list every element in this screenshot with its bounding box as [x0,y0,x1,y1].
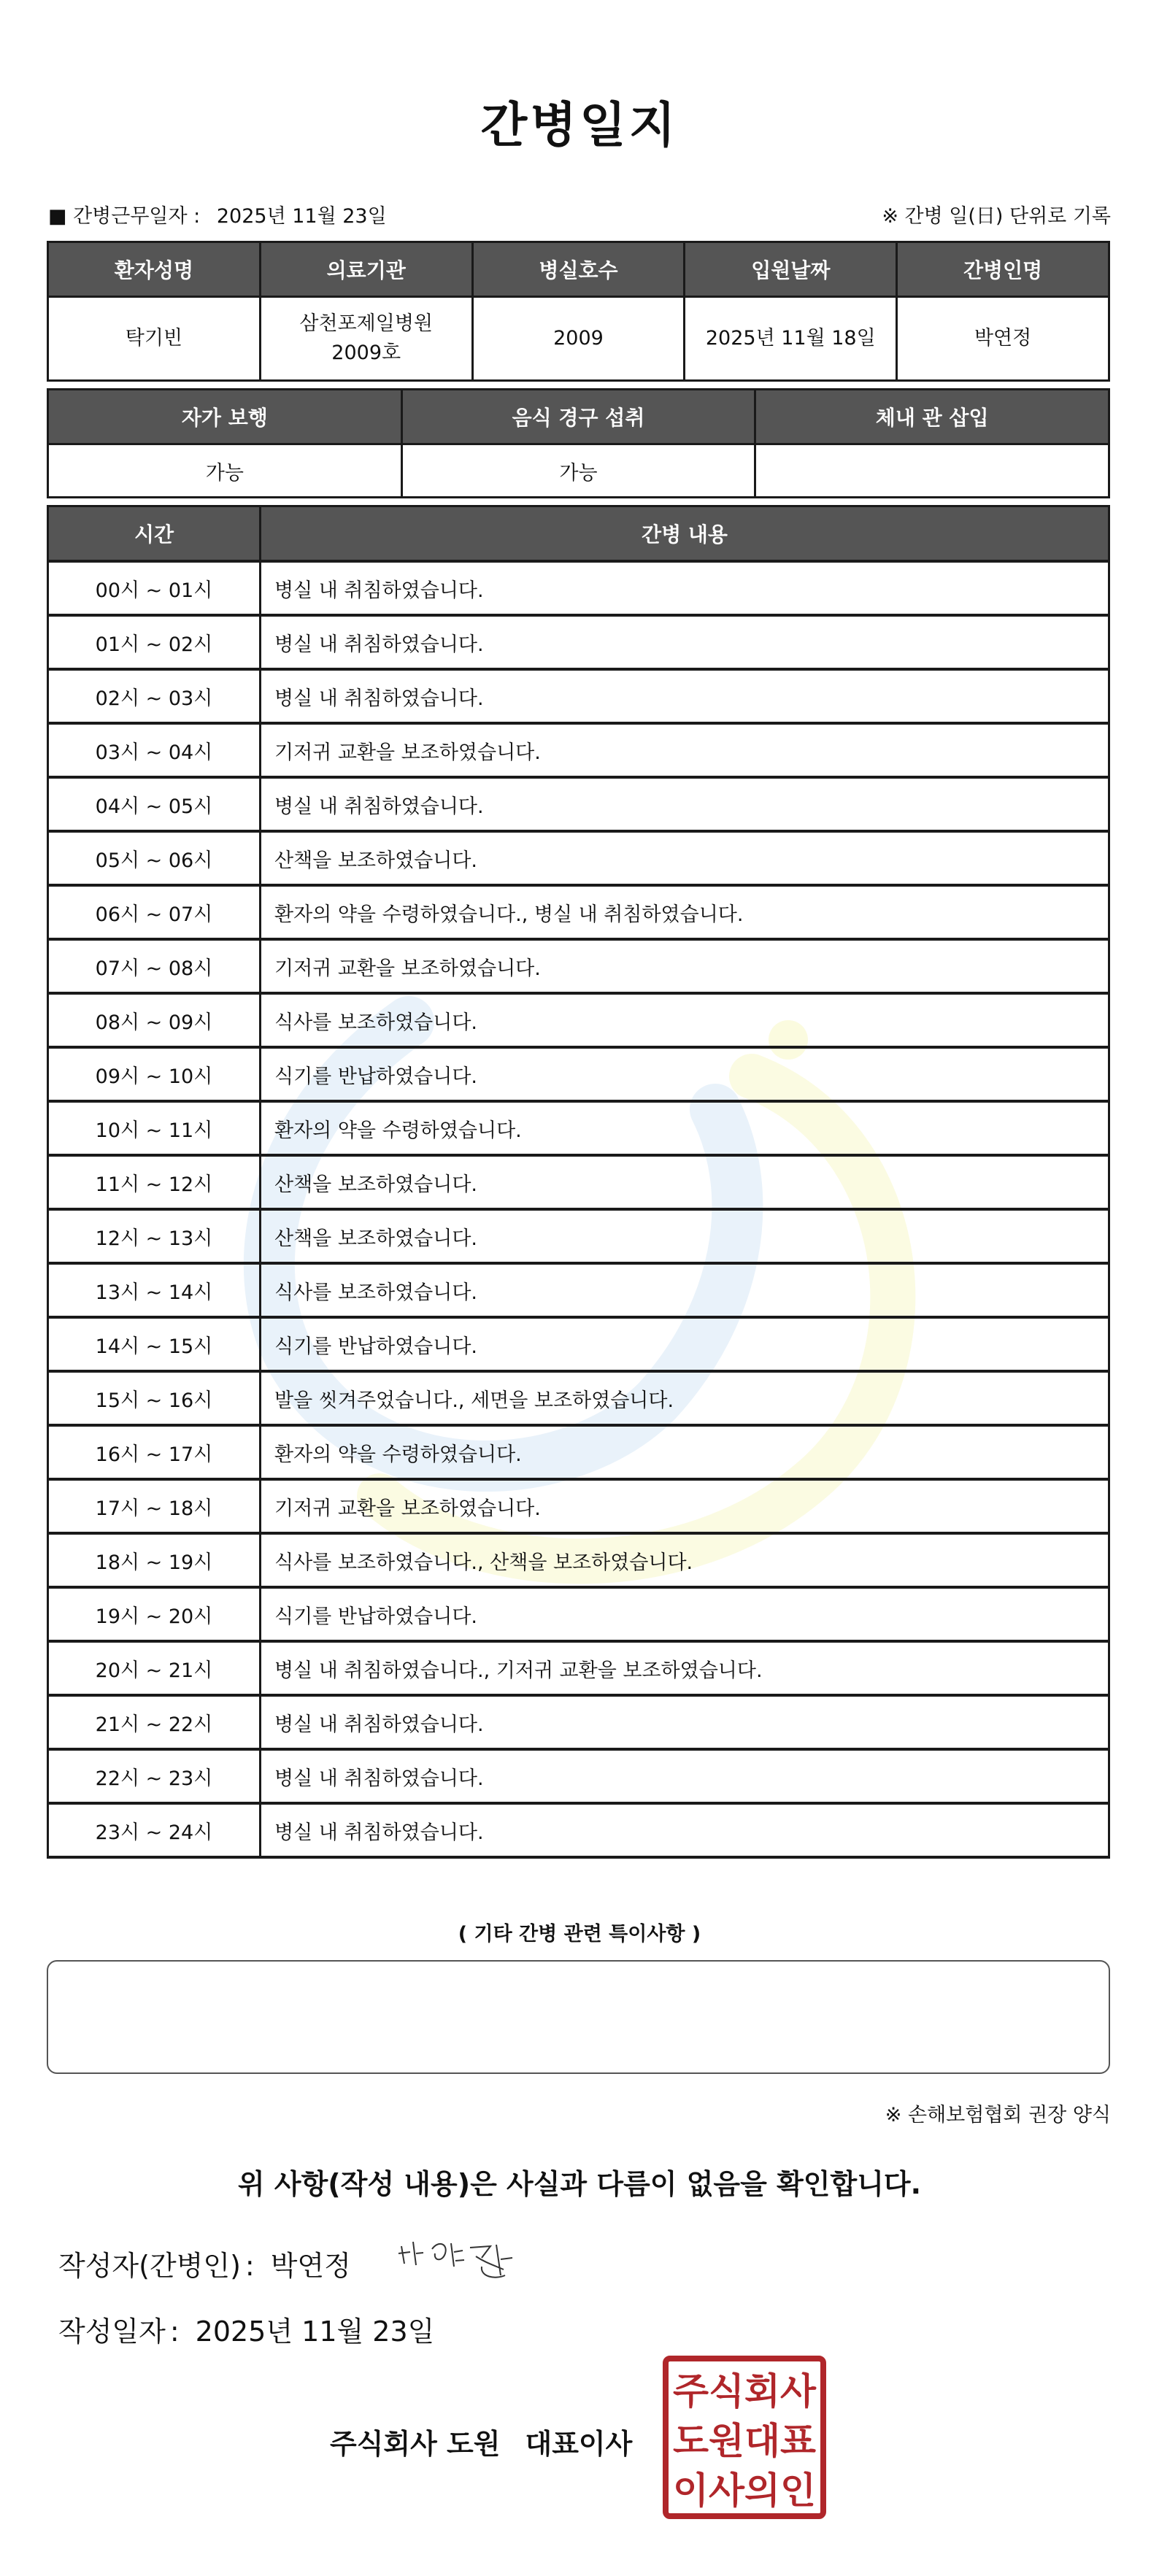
care-log-time: 05시 ~ 06시 [48,831,261,885]
ability-value-row [48,444,1109,498]
care-log-content: 산책을 보조하였습니다. [261,831,1109,885]
care-log-row [48,1641,1109,1695]
care-log-row [48,1749,1109,1803]
care-log-content: 병실 내 취침하였습니다. [261,1803,1109,1857]
header-self-walking: 자가 보행 [48,390,402,444]
care-log-content: 병실 내 취침하였습니다. [261,1749,1109,1803]
care-log-row [48,993,1109,1047]
patient-info-value-row [48,297,1109,381]
ability-header-row [48,390,1109,444]
care-log-time: 14시 ~ 15시 [48,1317,261,1371]
care-log-row [48,1803,1109,1857]
care-log-row [48,1479,1109,1533]
care-log-time: 19시 ~ 20시 [48,1587,261,1641]
admission-date: 2025년 11월 18일 [685,297,897,381]
care-log-time: 02시 ~ 03시 [48,669,261,723]
header-hospital: 의료기관 [260,242,472,297]
care-log-time: 00시 ~ 01시 [48,561,261,615]
care-log-time: 16시 ~ 17시 [48,1425,261,1479]
writer-name: 박연정 [270,2250,351,2282]
care-log-row [48,1695,1109,1749]
care-log-content: 병실 내 취침하였습니다., 기저귀 교환을 보조하였습니다. [261,1641,1109,1695]
care-log-time: 21시 ~ 22시 [48,1695,261,1749]
care-log-row [48,615,1109,669]
care-log-time: 18시 ~ 19시 [48,1533,261,1587]
care-log-time: 06시 ~ 07시 [48,885,261,939]
care-log-content: 식사를 보조하였습니다., 산책을 보조하였습니다. [261,1533,1109,1587]
seal-line-1: 주식회사 [673,2370,817,2413]
care-log-time: 20시 ~ 21시 [48,1641,261,1695]
patient-info-table [47,241,1110,382]
company-seal-stamp [663,2356,826,2519]
writer-colon: : [244,2250,255,2282]
writer-line [58,2243,351,2283]
company-signature-line [330,2421,632,2461]
care-log-row [48,1047,1109,1101]
care-log-body [48,561,1109,1857]
header-tube-insertion: 체내 관 삽입 [755,390,1109,444]
care-log-content: 병실 내 취침하였습니다. [261,561,1109,615]
handwritten-signature [394,2233,525,2284]
care-log-row [48,831,1109,885]
work-date-value: 2025년 11월 23일 [216,205,387,228]
care-log-content: 병실 내 취침하였습니다. [261,1695,1109,1749]
care-log-row [48,669,1109,723]
written-date-colon: : [169,2315,180,2348]
care-log-content: 환자의 약을 수령하였습니다. [261,1425,1109,1479]
room-number: 2009 [472,297,685,381]
care-log-content: 식기를 반납하였습니다. [261,1047,1109,1101]
care-log-time: 09시 ~ 10시 [48,1047,261,1101]
special-notes-title: ( 기타 간병 관련 특이사항 ) [458,1923,701,1946]
document-title: 간병일지 [480,97,679,153]
care-log-content: 기저귀 교환을 보조하였습니다. [261,1479,1109,1533]
written-date-label: 작성일자 [58,2315,166,2348]
care-log-table [47,505,1110,1859]
confirmation-statement: 위 사항(작성 내용)은 사실과 다름이 없음을 확인합니다. [237,2168,922,2200]
care-log-row [48,1371,1109,1425]
care-log-time: 13시 ~ 14시 [48,1263,261,1317]
company-name: 주식회사 도원 [330,2428,501,2460]
header-room-number: 병실호수 [472,242,685,297]
care-log-content: 식기를 반납하였습니다. [261,1317,1109,1371]
written-date-value: 2025년 11월 23일 [195,2315,435,2348]
work-date [48,200,387,228]
header-caregiver-name: 간병인명 [897,242,1109,297]
patient-name: 탁기빈 [48,297,261,381]
ceo-title: 대표이사 [525,2428,633,2460]
care-log-time: 12시 ~ 13시 [48,1209,261,1263]
header-admission-date: 입원날짜 [685,242,897,297]
care-log-row [48,1155,1109,1209]
care-log-content: 병실 내 취침하였습니다. [261,777,1109,831]
care-log-content: 환자의 약을 수령하였습니다., 병실 내 취침하였습니다. [261,885,1109,939]
care-log-row [48,777,1109,831]
hospital-name: 삼천포제일병원 2009호 [260,297,472,381]
care-log-time: 11시 ~ 12시 [48,1155,261,1209]
care-log-row [48,939,1109,993]
care-log-time: 15시 ~ 16시 [48,1371,261,1425]
care-log-content: 발을 씻겨주었습니다., 세면을 보조하였습니다. [261,1371,1109,1425]
patient-ability-table [47,388,1110,498]
header-patient-name: 환자성명 [48,242,261,297]
care-log-content: 산책을 보조하였습니다. [261,1155,1109,1209]
care-log-time: 04시 ~ 05시 [48,777,261,831]
seal-line-2: 도원대표 [673,2420,817,2462]
care-log-row [48,1317,1109,1371]
care-log-time: 01시 ~ 02시 [48,615,261,669]
seal-line-3: 이사의인 [673,2469,816,2512]
care-log-row [48,1425,1109,1479]
care-log-content: 병실 내 취침하였습니다. [261,615,1109,669]
care-log-content: 환자의 약을 수령하였습니다. [261,1101,1109,1155]
care-log-time: 08시 ~ 09시 [48,993,261,1047]
oral-intake-value: 가능 [401,444,755,498]
header-oral-intake: 음식 경구 섭취 [401,390,755,444]
tube-insertion-value [755,444,1109,498]
work-date-label: ■ 간병근무일자 : [48,205,201,228]
care-log-row [48,561,1109,615]
care-log-row [48,1101,1109,1155]
care-log-row [48,1263,1109,1317]
care-log-content: 기저귀 교환을 보조하였습니다. [261,723,1109,777]
care-log-row [48,1587,1109,1641]
care-log-row [48,1533,1109,1587]
patient-info-header-row [48,242,1109,297]
care-log-content: 식사를 보조하였습니다. [261,1263,1109,1317]
special-notes-box [47,1960,1110,2074]
header-time: 시간 [48,506,261,562]
caregiver-name: 박연정 [897,297,1109,381]
care-log-row [48,723,1109,777]
record-unit-note: ※ 간병 일(日) 단위로 기록 [882,205,1111,228]
care-log-time: 23시 ~ 24시 [48,1803,261,1857]
care-log-row [48,1209,1109,1263]
care-log-content: 산책을 보조하였습니다. [261,1209,1109,1263]
care-log-time: 03시 ~ 04시 [48,723,261,777]
care-log-content: 식기를 반납하였습니다. [261,1587,1109,1641]
writer-label: 작성자(간병인) [58,2250,241,2282]
header-care-content: 간병 내용 [261,506,1109,562]
care-log-time: 10시 ~ 11시 [48,1101,261,1155]
care-log-time: 22시 ~ 23시 [48,1749,261,1803]
self-walking-value: 가능 [48,444,402,498]
care-log-row [48,885,1109,939]
care-log-content: 식사를 보조하였습니다. [261,993,1109,1047]
care-log-time: 17시 ~ 18시 [48,1479,261,1533]
care-log-content: 병실 내 취침하였습니다. [261,669,1109,723]
written-date-line [58,2309,434,2349]
form-source-note: ※ 손해보험협회 권장 양식 [885,2104,1111,2126]
care-log-time: 07시 ~ 08시 [48,939,261,993]
care-log-content: 기저귀 교환을 보조하였습니다. [261,939,1109,993]
care-log-header-row [48,506,1109,562]
